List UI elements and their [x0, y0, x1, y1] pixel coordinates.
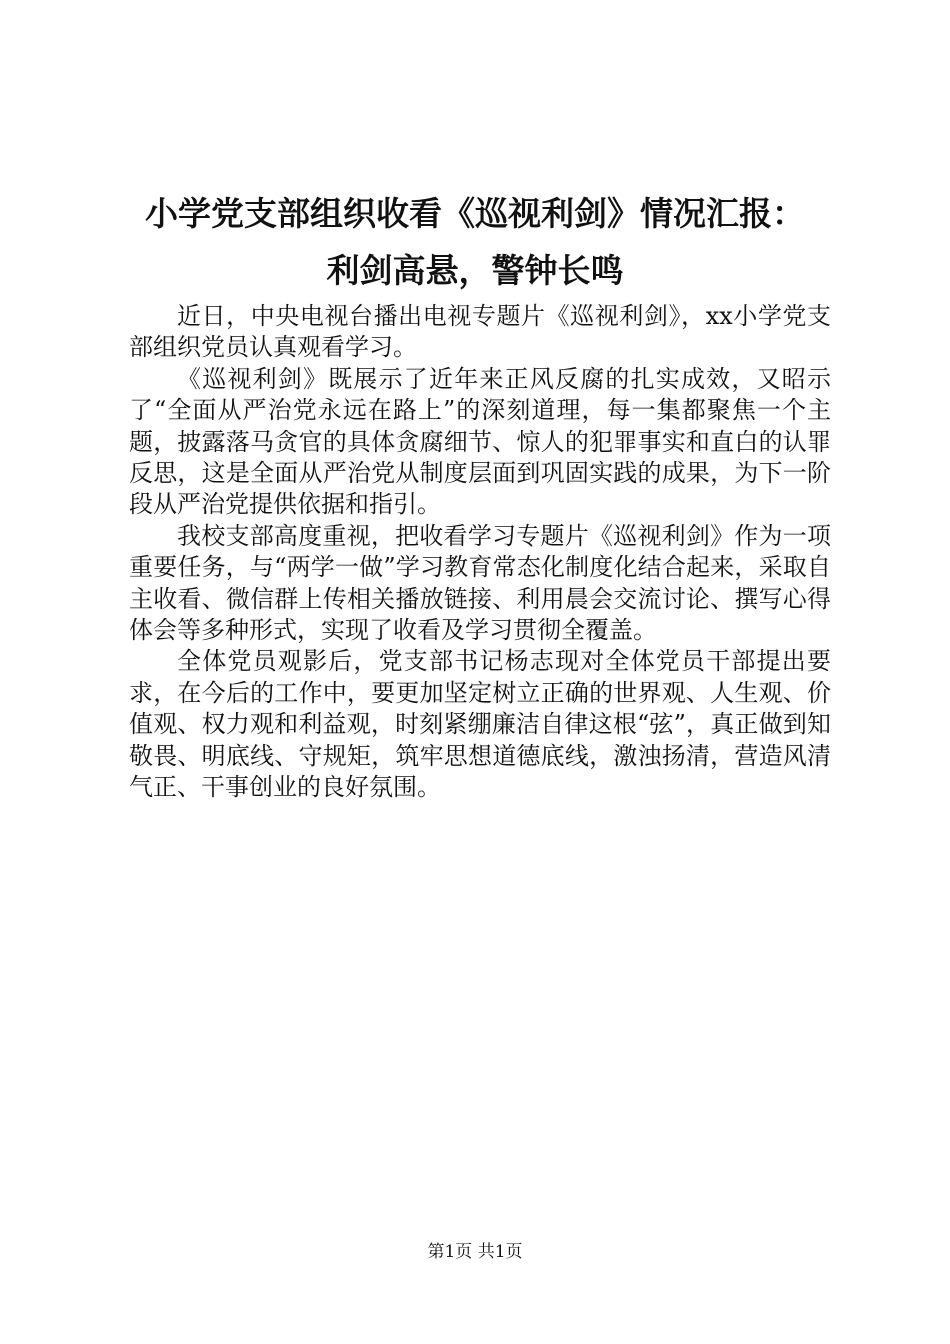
page-footer: 第1页 共1页	[427, 1242, 523, 1262]
paragraph-3: 我校支部高度重视，把收看学习专题片《巡视利剑》作为一项重要任务，与“两学一做”学习教育常态化制度化结合起来，采取自主收看、微信群上传相关播放链接、利用晨会交流讨论、撰写心得体会等多种形式，实现了收看及学习贯彻全覆盖。	[129, 521, 831, 645]
document-body	[129, 301, 831, 804]
document-title-line-1: 小学党支部组织收看《巡视利剑》情况汇报：	[145, 194, 805, 233]
paragraph-2: 《巡视利剑》既展示了近年来正风反腐的扎实成效，又昭示了“全面从严治党永远在路上”的深刻道理，每一集都聚焦一个主题，披露落马贪官的具体贪腐细节、惊人的犯罪事实和直白的认罪反思，这是全面从严治党从制度层面到巩固实践的成果，为下一阶段从严治党提供依据和指引。	[129, 364, 831, 519]
document-title-line-2: 利剑高悬，警钟长鸣	[326, 251, 624, 290]
paragraph-1: 近日，中央电视台播出电视专题片《巡视利剑》，xx小学党支部组织党员认真观看学习。	[129, 302, 831, 362]
paragraph-4: 全体党员观影后，党支部书记杨志现对全体党员干部提出要求，在今后的工作中，要更加坚定树立正确的世界观、人生观、价值观、权力观和利益观，时刻紧绷廉洁自律这根“弦”，真正做到知敬畏、明底线、守规矩，筑牢思想道德底线，激浊扬清，营造风清气正、干事创业的良好氛围。	[129, 647, 831, 802]
